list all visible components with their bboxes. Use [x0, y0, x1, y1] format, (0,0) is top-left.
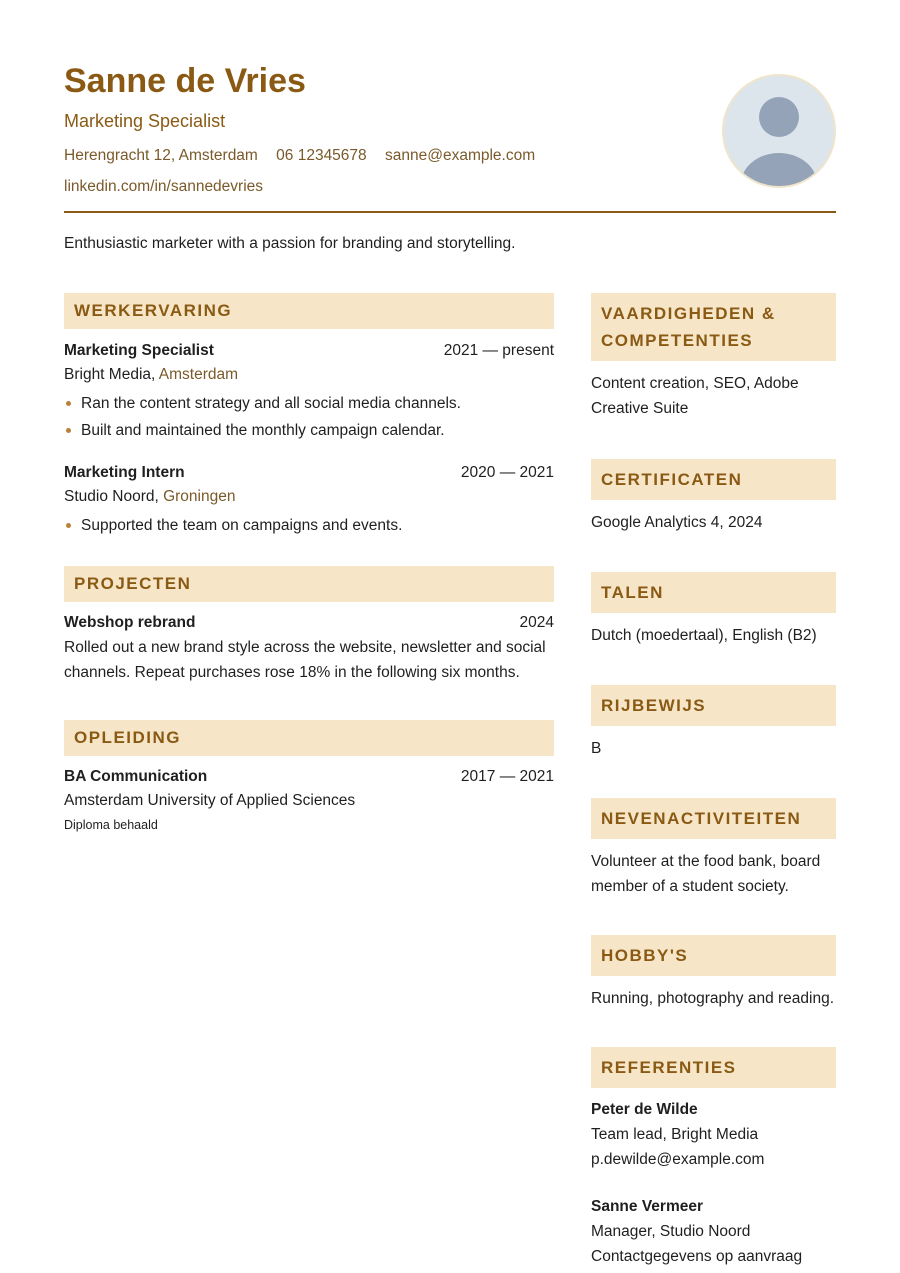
entry-dates: 2021 — present	[443, 342, 554, 359]
section-heading-experience: WERKERVARING	[64, 293, 554, 329]
entry-title: Marketing Specialist	[64, 342, 214, 359]
license-text: B	[591, 740, 602, 757]
languages-text: Dutch (moedertaal), English (B2)	[591, 627, 817, 644]
education-entry	[64, 765, 554, 837]
entry-note: Diploma behaald	[64, 818, 158, 832]
list-item: Built and maintained the monthly campaign calendar.	[64, 417, 554, 444]
sidebar-column	[591, 293, 836, 1269]
list-item: Ran the content strategy and all social media channels.	[64, 390, 554, 417]
section-heading-references: REFERENTIES	[591, 1047, 836, 1088]
phone: 06 12345678	[276, 147, 367, 164]
header-divider	[64, 211, 836, 213]
section-heading-license: RIJBEWIJS	[591, 685, 836, 726]
reference-contact: p.dewilde@example.com	[591, 1151, 765, 1168]
section-heading-hobbies: HOBBY'S	[591, 935, 836, 976]
entry-title: Marketing Intern	[64, 464, 185, 481]
section-heading-skills: VAARDIGHEDEN & COMPETENTIES	[591, 293, 836, 361]
entry-bullets	[64, 512, 554, 539]
certificates-text: Google Analytics 4, 2024	[591, 514, 763, 531]
reference-role: Team lead, Bright Media	[591, 1126, 759, 1143]
entry-location: Groningen	[163, 488, 236, 505]
entry-bullets	[64, 390, 554, 444]
section-heading-activities: NEVENACTIVITEITEN	[591, 798, 836, 839]
entry-organisation: Bright Media, Amsterdam	[64, 366, 239, 383]
reference-name: Peter de Wilde	[591, 1101, 698, 1118]
skills-text: Content creation, SEO, Adobe Creative Suite	[591, 375, 799, 417]
entry-title: BA Communication	[64, 768, 208, 785]
reference-name: Sanne Vermeer	[591, 1198, 704, 1215]
section-heading-projects: PROJECTEN	[64, 566, 554, 602]
entry-organisation: Studio Noord, Groningen	[64, 488, 236, 505]
experience-entry	[64, 339, 554, 444]
list-item: Supported the team on campaigns and events.	[64, 512, 554, 539]
reference-contact: Contactgegevens op aanvraag	[591, 1248, 803, 1265]
candidate-name: Sanne de Vries	[64, 62, 306, 100]
address: Herengracht 12, Amsterdam	[64, 147, 258, 164]
section-heading-languages: TALEN	[591, 572, 836, 613]
section-heading-certificates: CERTIFICATEN	[591, 459, 836, 500]
person-silhouette-icon	[722, 74, 836, 188]
activities-text: Volunteer at the food bank, board member of a student society.	[591, 853, 821, 895]
entry-dates: 2020 — 2021	[460, 464, 554, 481]
experience-entry	[64, 461, 554, 539]
reference-role: Manager, Studio Noord	[591, 1223, 751, 1240]
entry-dates: 2024	[519, 614, 554, 631]
reference-entry	[591, 1194, 836, 1269]
entry-dates: 2017 — 2021	[460, 768, 554, 785]
contact-line	[64, 147, 549, 165]
hobbies-text: Running, photography and reading.	[591, 990, 835, 1007]
job-title: Marketing Specialist	[64, 111, 226, 131]
profile-summary: Enthusiastic marketer with a passion for branding and storytelling.	[64, 235, 516, 252]
email: sanne@example.com	[384, 147, 536, 164]
project-entry	[64, 611, 554, 685]
entry-school: Amsterdam University of Applied Sciences	[64, 792, 356, 809]
section-heading-education: OPLEIDING	[64, 720, 554, 756]
main-column	[64, 293, 554, 837]
entry-location: Amsterdam	[158, 366, 239, 383]
project-description: Rolled out a new brand style across the website, newsletter and social channels. Repeat purchases rose 18% in the following six months.	[64, 639, 546, 681]
linkedin: linkedin.com/in/sannedevries	[64, 178, 264, 195]
reference-entry	[591, 1097, 836, 1172]
entry-title: Webshop rebrand	[64, 614, 196, 631]
